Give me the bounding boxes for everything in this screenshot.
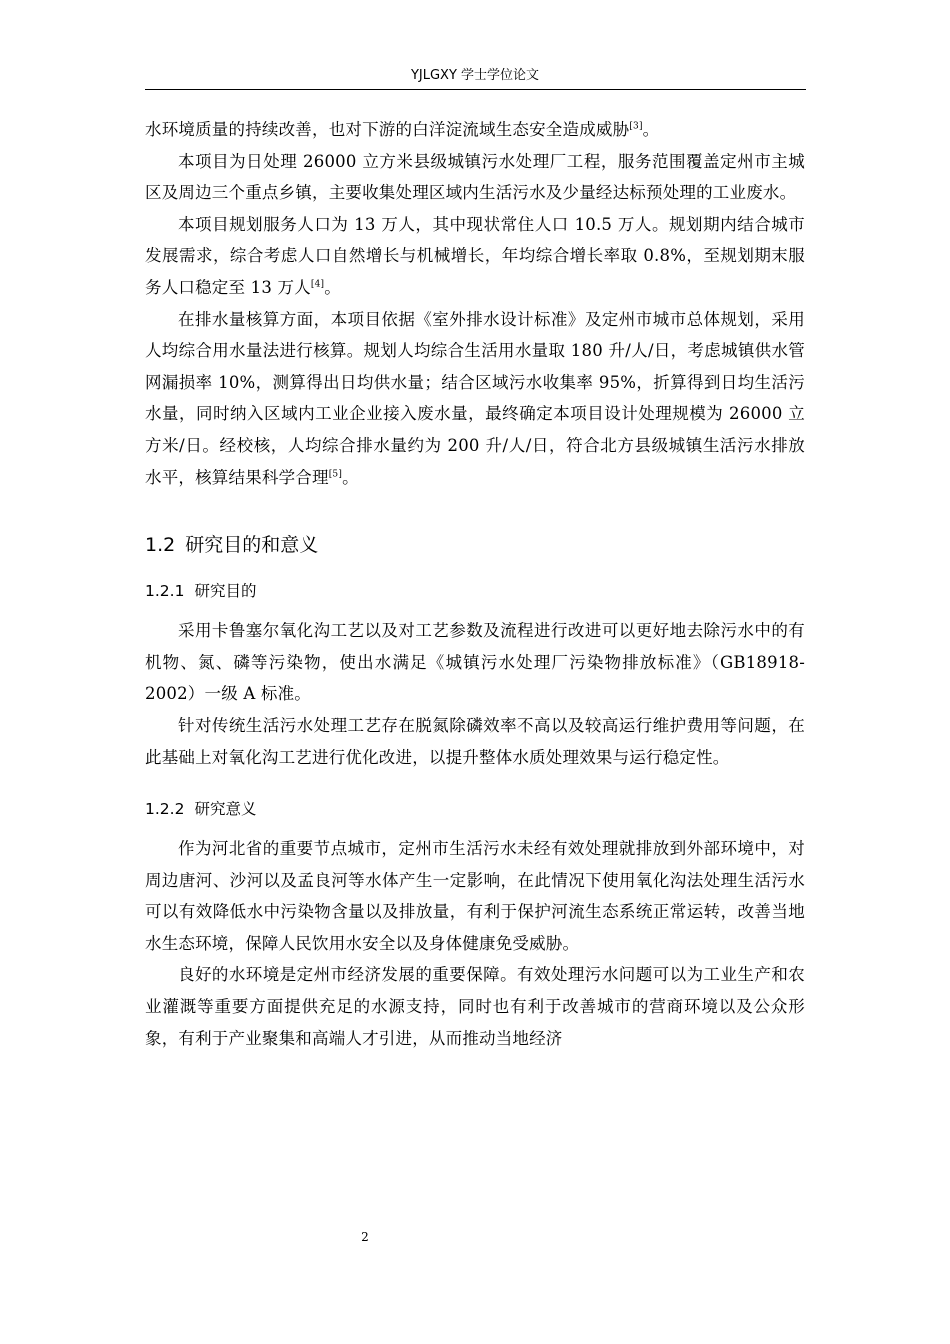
subsection-heading-1-2-1 [145, 577, 805, 605]
subsection-heading-1-2-2 [145, 795, 805, 823]
paragraph-continued [145, 114, 805, 146]
paragraph-text: 本项目为日处理 26000 立方米县级城镇污水处理厂工程，服务范围覆盖定州市主城区及周边三个重点乡镇，主要收集处理区域内生活污水及少量经达标预处理的工业废水。 [145, 151, 805, 203]
subsection-title: 研究意义 [194, 800, 257, 819]
paragraph-tail: 。 [642, 120, 660, 139]
paragraph-purpose-2: 针对传统生活污水处理工艺存在脱氮除磷效率不高以及较高运行维护费用等问题，在此基础上对氧化沟工艺进行优化改进，以提升整体水质处理效果与运行稳定性。 [145, 715, 805, 767]
paragraph-drainage [145, 304, 805, 494]
subsection-title: 研究目的 [194, 582, 257, 601]
paragraph-significance-2: 良好的水环境是定州市经济发展的重要保障。有效处理污水问题可以为工业生产和农业灌溉等重要方面提供充足的水源支持，同时也有利于改善城市的营商环境以及公众形象，有利于产业聚集和高端人才引进，从而推动当地经济 [145, 965, 805, 1048]
paragraph-project-scope [145, 146, 805, 209]
paragraph-tail: 。 [324, 277, 341, 297]
paragraph-tail: 。 [342, 467, 359, 487]
header-rule [145, 89, 806, 90]
paragraph-population [145, 209, 805, 304]
citation-ref: [3] [629, 121, 643, 132]
section-number: 1.2 [145, 534, 176, 557]
subsection-number: 1.2.2 [145, 800, 185, 819]
citation-ref: [5] [328, 469, 343, 480]
subsection-number: 1.2.1 [145, 582, 185, 601]
running-header: YJLGXY 学士学位论文 [410, 68, 540, 83]
paragraph-purpose-1: 采用卡鲁塞尔氧化沟工艺以及对工艺参数及流程进行改进可以更好地去除污水中的有机物、氮、磷等污染物，使出水满足《城镇污水处理厂污染物排放标准》（GB18918-2002）一级 A 标准。 [145, 621, 805, 704]
paragraph-text: 在排水量核算方面，本项目依据《室外排水设计标准》及定州市城市总体规划，采用人均综合用水量法进行核算。规划人均综合生活用水量取 180 升/人/日，考虑城镇供水管网漏损率 10%，测算得出日均供水量；结合区域污水收集率 95%，折算得到日均生活污水量，同时纳入区域内工业企业接入废水量，最终确定本项目设计处理规模为 26000 立方米/日。经校核，人均综合排水量约为 200 升/人/日，符合北方县级城镇生活污水排放水平，核算结果科学合理 [145, 309, 805, 487]
paragraph-text: 水环境质量的持续改善，也对下游的白洋淀流域生态安全造成威胁 [145, 120, 630, 139]
page-body [145, 114, 805, 1054]
citation-ref: [4] [310, 279, 325, 290]
section-title: 研究目的和意义 [185, 534, 319, 557]
paragraph-text: 本项目规划服务人口为 13 万人，其中现状常住人口 10.5 万人。规划期内结合城市发展需求，综合考虑人口自然增长与机械增长，年均综合增长率取 0.8%，至规划期末服务人口稳定至 13 万人 [145, 214, 805, 297]
section-heading-1-2 [145, 527, 805, 563]
page-number: 2 [361, 1230, 369, 1244]
paragraph-significance-1: 作为河北省的重要节点城市，定州市生活污水未经有效处理就排放到外部环境中，对周边唐河、沙河以及孟良河等水体产生一定影响，在此情况下使用氧化沟法处理生活污水可以有效降低水中污染物含量以及排放量，有利于保护河流生态系统正常运转，改善当地水生态环境，保障人民饮用水安全以及身体健康免受威胁。 [145, 839, 805, 953]
